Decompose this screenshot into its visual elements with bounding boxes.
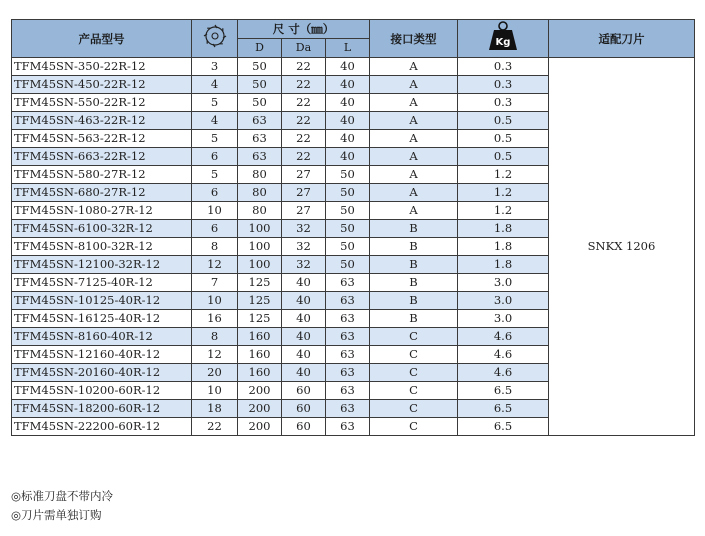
cell-da: 27 xyxy=(282,184,326,202)
cell-model: TFM45SN-10125-40R-12 xyxy=(12,292,192,310)
cell-interface: A xyxy=(370,130,458,148)
cell-da: 22 xyxy=(282,130,326,148)
cell-weight: 0.5 xyxy=(458,112,549,130)
cell-weight: 3.0 xyxy=(458,292,549,310)
cell-d: 100 xyxy=(238,220,282,238)
cell-weight: 1.8 xyxy=(458,238,549,256)
header-da: Da xyxy=(282,39,326,58)
cell-interface: B xyxy=(370,220,458,238)
cell-model: TFM45SN-8100-32R-12 xyxy=(12,238,192,256)
cell-model: TFM45SN-450-22R-12 xyxy=(12,76,192,94)
cell-da: 22 xyxy=(282,94,326,112)
milling-cutter-teeth-icon xyxy=(201,22,229,55)
cell-da: 60 xyxy=(282,418,326,436)
cell-da: 22 xyxy=(282,58,326,76)
cell-d: 160 xyxy=(238,328,282,346)
header-interface: 接口类型 xyxy=(370,20,458,58)
cell-teeth: 16 xyxy=(192,310,238,328)
cell-interface: C xyxy=(370,400,458,418)
header-size-group: 尺 寸（㎜） xyxy=(238,20,370,39)
cell-interface: B xyxy=(370,256,458,274)
cell-l: 63 xyxy=(326,364,370,382)
cell-teeth: 3 xyxy=(192,58,238,76)
cell-d: 50 xyxy=(238,94,282,112)
cell-da: 60 xyxy=(282,382,326,400)
cell-teeth: 5 xyxy=(192,166,238,184)
cell-model: TFM45SN-550-22R-12 xyxy=(12,94,192,112)
cell-model: TFM45SN-1080-27R-12 xyxy=(12,202,192,220)
cell-teeth: 6 xyxy=(192,148,238,166)
header-teeth xyxy=(192,20,238,58)
cell-model: TFM45SN-10200-60R-12 xyxy=(12,382,192,400)
cell-da: 22 xyxy=(282,76,326,94)
cell-teeth: 5 xyxy=(192,130,238,148)
cell-model: TFM45SN-12100-32R-12 xyxy=(12,256,192,274)
cell-interface: A xyxy=(370,166,458,184)
cell-interface: C xyxy=(370,328,458,346)
cell-teeth: 12 xyxy=(192,256,238,274)
cell-teeth: 4 xyxy=(192,76,238,94)
cell-l: 40 xyxy=(326,112,370,130)
cell-weight: 6.5 xyxy=(458,418,549,436)
cell-d: 200 xyxy=(238,418,282,436)
cell-da: 60 xyxy=(282,400,326,418)
cell-weight: 1.8 xyxy=(458,256,549,274)
cell-l: 50 xyxy=(326,166,370,184)
cell-teeth: 6 xyxy=(192,184,238,202)
cell-da: 40 xyxy=(282,310,326,328)
cell-l: 40 xyxy=(326,94,370,112)
cell-teeth: 10 xyxy=(192,202,238,220)
cell-model: TFM45SN-463-22R-12 xyxy=(12,112,192,130)
cell-model: TFM45SN-16125-40R-12 xyxy=(12,310,192,328)
cell-interface: C xyxy=(370,364,458,382)
cell-l: 63 xyxy=(326,382,370,400)
cell-weight: 3.0 xyxy=(458,274,549,292)
header-model: 产品型号 xyxy=(12,20,192,58)
cell-interface: B xyxy=(370,310,458,328)
cell-d: 200 xyxy=(238,400,282,418)
cell-interface: B xyxy=(370,292,458,310)
cell-da: 27 xyxy=(282,166,326,184)
cell-model: TFM45SN-350-22R-12 xyxy=(12,58,192,76)
cell-da: 32 xyxy=(282,238,326,256)
cell-interface: C xyxy=(370,346,458,364)
cell-model: TFM45SN-12160-40R-12 xyxy=(12,346,192,364)
cell-weight: 0.5 xyxy=(458,130,549,148)
cell-weight: 1.2 xyxy=(458,202,549,220)
cell-teeth: 22 xyxy=(192,418,238,436)
cell-teeth: 7 xyxy=(192,274,238,292)
cell-da: 22 xyxy=(282,148,326,166)
cell-da: 40 xyxy=(282,346,326,364)
cell-d: 125 xyxy=(238,292,282,310)
cell-teeth: 8 xyxy=(192,328,238,346)
cell-l: 63 xyxy=(326,346,370,364)
cell-d: 80 xyxy=(238,202,282,220)
cell-l: 50 xyxy=(326,238,370,256)
cell-weight: 1.8 xyxy=(458,220,549,238)
cell-model: TFM45SN-680-27R-12 xyxy=(12,184,192,202)
header-weight xyxy=(458,20,549,58)
cell-d: 50 xyxy=(238,58,282,76)
cell-model: TFM45SN-6100-32R-12 xyxy=(12,220,192,238)
cell-weight: 0.3 xyxy=(458,76,549,94)
cell-da: 27 xyxy=(282,202,326,220)
note-inserts-separate: ◎刀片需单独订购 xyxy=(11,508,102,522)
cell-da: 40 xyxy=(282,292,326,310)
cell-weight: 6.5 xyxy=(458,400,549,418)
cell-d: 160 xyxy=(238,346,282,364)
cell-weight: 4.6 xyxy=(458,364,549,382)
cell-teeth: 5 xyxy=(192,94,238,112)
cell-model: TFM45SN-563-22R-12 xyxy=(12,130,192,148)
header-l: L xyxy=(326,39,370,58)
cell-interface: B xyxy=(370,274,458,292)
cell-interface: A xyxy=(370,148,458,166)
header-d: D xyxy=(238,39,282,58)
cell-d: 63 xyxy=(238,112,282,130)
cell-teeth: 12 xyxy=(192,346,238,364)
cell-l: 50 xyxy=(326,184,370,202)
cell-teeth: 10 xyxy=(192,292,238,310)
cell-weight: 0.3 xyxy=(458,94,549,112)
cell-d: 125 xyxy=(238,274,282,292)
cell-l: 40 xyxy=(326,148,370,166)
cell-teeth: 20 xyxy=(192,364,238,382)
cell-interface: A xyxy=(370,76,458,94)
cell-l: 40 xyxy=(326,130,370,148)
cell-weight: 0.5 xyxy=(458,148,549,166)
cell-interface: A xyxy=(370,202,458,220)
cell-teeth: 4 xyxy=(192,112,238,130)
cell-model: TFM45SN-8160-40R-12 xyxy=(12,328,192,346)
table-row xyxy=(12,58,695,76)
cell-model: TFM45SN-20160-40R-12 xyxy=(12,364,192,382)
cell-interface: A xyxy=(370,184,458,202)
cell-da: 32 xyxy=(282,220,326,238)
cell-l: 63 xyxy=(326,274,370,292)
weight-label: Kg xyxy=(495,37,511,48)
cell-da: 32 xyxy=(282,256,326,274)
cell-model: TFM45SN-22200-60R-12 xyxy=(12,418,192,436)
cell-l: 50 xyxy=(326,220,370,238)
spec-table-container xyxy=(11,19,695,436)
cell-weight: 4.6 xyxy=(458,328,549,346)
cell-l: 63 xyxy=(326,418,370,436)
cell-weight: 6.5 xyxy=(458,382,549,400)
cell-interface: C xyxy=(370,418,458,436)
cell-d: 50 xyxy=(238,76,282,94)
cell-l: 63 xyxy=(326,328,370,346)
cell-teeth: 18 xyxy=(192,400,238,418)
cell-l: 50 xyxy=(326,202,370,220)
cell-da: 40 xyxy=(282,274,326,292)
cell-interface: B xyxy=(370,238,458,256)
cell-weight: 3.0 xyxy=(458,310,549,328)
cell-interface: A xyxy=(370,112,458,130)
cell-l: 40 xyxy=(326,58,370,76)
cell-l: 63 xyxy=(326,400,370,418)
notes xyxy=(11,487,113,525)
cell-d: 125 xyxy=(238,310,282,328)
cell-weight: 4.6 xyxy=(458,346,549,364)
cell-da: 40 xyxy=(282,328,326,346)
spec-table xyxy=(11,19,695,436)
cell-d: 63 xyxy=(238,130,282,148)
cell-blade: SNKX 1206 xyxy=(549,58,695,436)
cell-model: TFM45SN-580-27R-12 xyxy=(12,166,192,184)
cell-weight: 1.2 xyxy=(458,184,549,202)
cell-l: 50 xyxy=(326,256,370,274)
cell-model: TFM45SN-18200-60R-12 xyxy=(12,400,192,418)
weight-kg-icon xyxy=(485,20,521,57)
cell-l: 40 xyxy=(326,76,370,94)
cell-d: 100 xyxy=(238,256,282,274)
cell-interface: A xyxy=(370,58,458,76)
cell-interface: A xyxy=(370,94,458,112)
cell-da: 22 xyxy=(282,112,326,130)
cell-model: TFM45SN-663-22R-12 xyxy=(12,148,192,166)
cell-weight: 1.2 xyxy=(458,166,549,184)
cell-d: 63 xyxy=(238,148,282,166)
cell-interface: C xyxy=(370,382,458,400)
cell-weight: 0.3 xyxy=(458,58,549,76)
cell-teeth: 6 xyxy=(192,220,238,238)
cell-da: 40 xyxy=(282,364,326,382)
header-blade: 适配刀片 xyxy=(549,20,695,58)
cell-d: 160 xyxy=(238,364,282,382)
cell-d: 80 xyxy=(238,184,282,202)
cell-l: 63 xyxy=(326,292,370,310)
cell-l: 63 xyxy=(326,310,370,328)
cell-d: 100 xyxy=(238,238,282,256)
cell-model: TFM45SN-7125-40R-12 xyxy=(12,274,192,292)
cell-teeth: 8 xyxy=(192,238,238,256)
spec-table-body xyxy=(12,58,695,436)
note-internal-cooling: ◎标准刀盘不带内冷 xyxy=(11,489,114,503)
cell-d: 80 xyxy=(238,166,282,184)
cell-d: 200 xyxy=(238,382,282,400)
cell-teeth: 10 xyxy=(192,382,238,400)
